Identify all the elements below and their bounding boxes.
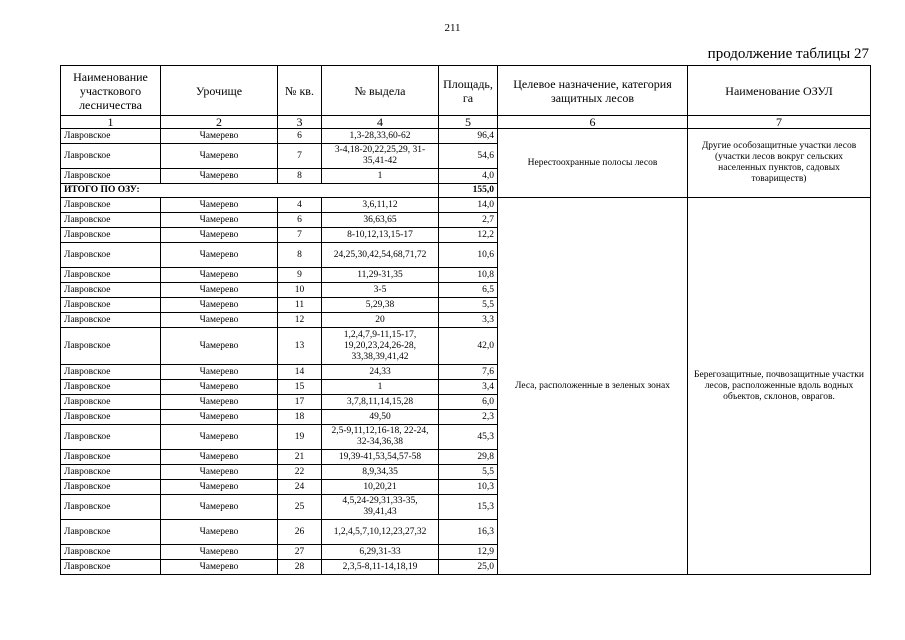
forestry-cell: Лавровское: [61, 520, 161, 545]
area-cell: 5,5: [439, 298, 498, 313]
tract-cell: Чамерево: [161, 560, 278, 575]
quarter-cell: 28: [278, 560, 322, 575]
vydel-cell: 24,33: [322, 365, 439, 380]
vydel-cell: 19,39-41,53,54,57-58: [322, 450, 439, 465]
quarter-cell: 14: [278, 365, 322, 380]
header-area: Площадь, га: [439, 66, 498, 116]
column-number-row: [61, 116, 871, 129]
quarter-cell: 10: [278, 283, 322, 298]
header-ozul: Наименование ОЗУЛ: [688, 66, 871, 116]
tract-cell: Чамерево: [161, 365, 278, 380]
vydel-cell: 1,2,4,5,7,10,12,23,27,32: [322, 520, 439, 545]
forestry-cell: Лавровское: [61, 425, 161, 450]
tract-cell: Чамерево: [161, 520, 278, 545]
table-body: [61, 129, 871, 575]
vydel-cell: 49,50: [322, 410, 439, 425]
ozul-cell: Берегозащитные, почвозащитные участки лесов, расположенные вдоль водных объектов, склонов, оврагов.: [688, 198, 871, 575]
vydel-cell: 3-5: [322, 283, 439, 298]
area-cell: 3,3: [439, 313, 498, 328]
area-cell: 25,0: [439, 560, 498, 575]
forestry-cell: Лавровское: [61, 144, 161, 169]
quarter-cell: 18: [278, 410, 322, 425]
quarter-cell: 27: [278, 545, 322, 560]
area-cell: 12,2: [439, 228, 498, 243]
total-label: ИТОГО ПО ОЗУ:: [61, 184, 439, 198]
forestry-cell: Лавровское: [61, 560, 161, 575]
tract-cell: Чамерево: [161, 313, 278, 328]
quarter-cell: 17: [278, 395, 322, 410]
vydel-cell: 24,25,30,42,54,68,71,72: [322, 243, 439, 268]
vydel-cell: 3,7,8,11,14,15,28: [322, 395, 439, 410]
forestry-cell: Лавровское: [61, 380, 161, 395]
forestry-cell: Лавровское: [61, 129, 161, 144]
forestry-cell: Лавровское: [61, 243, 161, 268]
col-number: 1: [61, 116, 161, 129]
vydel-cell: 1: [322, 380, 439, 395]
forestry-cell: Лавровское: [61, 545, 161, 560]
area-cell: 3,4: [439, 380, 498, 395]
vydel-cell: 8,9,34,35: [322, 465, 439, 480]
table-row: [61, 129, 871, 144]
area-cell: 14,0: [439, 198, 498, 213]
tract-cell: Чамерево: [161, 268, 278, 283]
tract-cell: Чамерево: [161, 198, 278, 213]
tract-cell: Чамерево: [161, 283, 278, 298]
tract-cell: Чамерево: [161, 298, 278, 313]
forestry-cell: Лавровское: [61, 283, 161, 298]
col-number: 6: [498, 116, 688, 129]
tract-cell: Чамерево: [161, 380, 278, 395]
tract-cell: Чамерево: [161, 328, 278, 365]
forestry-cell: Лавровское: [61, 365, 161, 380]
tract-cell: Чамерево: [161, 495, 278, 520]
area-cell: 15,3: [439, 495, 498, 520]
forestry-cell: Лавровское: [61, 298, 161, 313]
vydel-cell: 11,29-31,35: [322, 268, 439, 283]
vydel-cell: 2,5-9,11,12,16-18, 22-24, 32-34,36,38: [322, 425, 439, 450]
tract-cell: Чамерево: [161, 480, 278, 495]
vydel-cell: 20: [322, 313, 439, 328]
quarter-cell: 25: [278, 495, 322, 520]
tract-cell: Чамерево: [161, 144, 278, 169]
tract-cell: Чамерево: [161, 169, 278, 184]
quarter-cell: 6: [278, 213, 322, 228]
tract-cell: Чамерево: [161, 450, 278, 465]
area-cell: 7,6: [439, 365, 498, 380]
tract-cell: Чамерево: [161, 213, 278, 228]
quarter-cell: 4: [278, 198, 322, 213]
quarter-cell: 19: [278, 425, 322, 450]
area-cell: 96,4: [439, 129, 498, 144]
header-row: [61, 66, 871, 116]
tract-cell: Чамерево: [161, 425, 278, 450]
quarter-cell: 21: [278, 450, 322, 465]
quarter-cell: 13: [278, 328, 322, 365]
quarter-cell: 8: [278, 169, 322, 184]
area-cell: 5,5: [439, 465, 498, 480]
tract-cell: Чамерево: [161, 465, 278, 480]
forestry-cell: Лавровское: [61, 395, 161, 410]
purpose-cell: Леса, расположенные в зеленых зонах: [498, 198, 688, 575]
header-forestry: Наименование участкового лесничества: [61, 66, 161, 116]
vydel-cell: 2,3,5-8,11-14,18,19: [322, 560, 439, 575]
forestry-cell: Лавровское: [61, 228, 161, 243]
header-tract: Урочище: [161, 66, 278, 116]
vydel-cell: 8-10,12,13,15-17: [322, 228, 439, 243]
tract-cell: Чамерево: [161, 410, 278, 425]
table-continuation-caption: продолжение таблицы 27: [707, 46, 869, 62]
forestry-cell: Лавровское: [61, 450, 161, 465]
quarter-cell: 24: [278, 480, 322, 495]
area-cell: 4,0: [439, 169, 498, 184]
area-cell: 6,0: [439, 395, 498, 410]
forestry-cell: Лавровское: [61, 495, 161, 520]
tract-cell: Чамерево: [161, 228, 278, 243]
forestry-cell: Лавровское: [61, 169, 161, 184]
tract-cell: Чамерево: [161, 129, 278, 144]
ozul-cell: Другие особозащитные участки лесов (участки лесов вокруг сельских населенных пунктов, садовых товариществ): [688, 129, 871, 198]
col-number: 2: [161, 116, 278, 129]
header-vydel: № выдела: [322, 66, 439, 116]
area-cell: 42,0: [439, 328, 498, 365]
area-cell: 6,5: [439, 283, 498, 298]
page-number: 211: [444, 22, 461, 34]
vydel-cell: 10,20,21: [322, 480, 439, 495]
quarter-cell: 7: [278, 144, 322, 169]
forestry-cell: Лавровское: [61, 410, 161, 425]
quarter-cell: 15: [278, 380, 322, 395]
forestry-cell: Лавровское: [61, 465, 161, 480]
vydel-cell: 36,63,65: [322, 213, 439, 228]
vydel-cell: 1,3-28,33,60-62: [322, 129, 439, 144]
area-cell: 10,6: [439, 243, 498, 268]
tract-cell: Чамерево: [161, 243, 278, 268]
forestry-cell: Лавровское: [61, 328, 161, 365]
area-cell: 16,3: [439, 520, 498, 545]
total-area: 155,0: [439, 184, 498, 198]
vydel-cell: 5,29,38: [322, 298, 439, 313]
table-row: [61, 198, 871, 213]
quarter-cell: 22: [278, 465, 322, 480]
tract-cell: Чамерево: [161, 395, 278, 410]
vydel-cell: 3-4,18-20,22,25,29, 31-35,41-42: [322, 144, 439, 169]
vydel-cell: 1: [322, 169, 439, 184]
header-purpose: Целевое назначение, категория защитных лесов: [498, 66, 688, 116]
forestry-cell: Лавровское: [61, 313, 161, 328]
tract-cell: Чамерево: [161, 545, 278, 560]
quarter-cell: 26: [278, 520, 322, 545]
area-cell: 45,3: [439, 425, 498, 450]
area-cell: 2,3: [439, 410, 498, 425]
quarter-cell: 7: [278, 228, 322, 243]
quarter-cell: 8: [278, 243, 322, 268]
header-quarter: № кв.: [278, 66, 322, 116]
col-number: 5: [439, 116, 498, 129]
area-cell: 10,3: [439, 480, 498, 495]
vydel-cell: 6,29,31-33: [322, 545, 439, 560]
area-cell: 12,9: [439, 545, 498, 560]
vydel-cell: 4,5,24-29,31,33-35, 39,41,43: [322, 495, 439, 520]
forestry-cell: Лавровское: [61, 198, 161, 213]
quarter-cell: 9: [278, 268, 322, 283]
quarter-cell: 11: [278, 298, 322, 313]
purpose-cell: Нерестоохранные полосы лесов: [498, 129, 688, 198]
forestry-cell: Лавровское: [61, 268, 161, 283]
area-cell: 2,7: [439, 213, 498, 228]
quarter-cell: 12: [278, 313, 322, 328]
vydel-cell: 1,2,4,7,9-11,15-17, 19,20,23,24,26-28, 33,38,39,41,42: [322, 328, 439, 365]
quarter-cell: 6: [278, 129, 322, 144]
area-cell: 10,8: [439, 268, 498, 283]
col-number: 7: [688, 116, 871, 129]
col-number: 3: [278, 116, 322, 129]
area-cell: 54,6: [439, 144, 498, 169]
vydel-cell: 3,6,11,12: [322, 198, 439, 213]
protective-forests-table: [60, 65, 871, 575]
forestry-cell: Лавровское: [61, 213, 161, 228]
area-cell: 29,8: [439, 450, 498, 465]
forestry-cell: Лавровское: [61, 480, 161, 495]
col-number: 4: [322, 116, 439, 129]
